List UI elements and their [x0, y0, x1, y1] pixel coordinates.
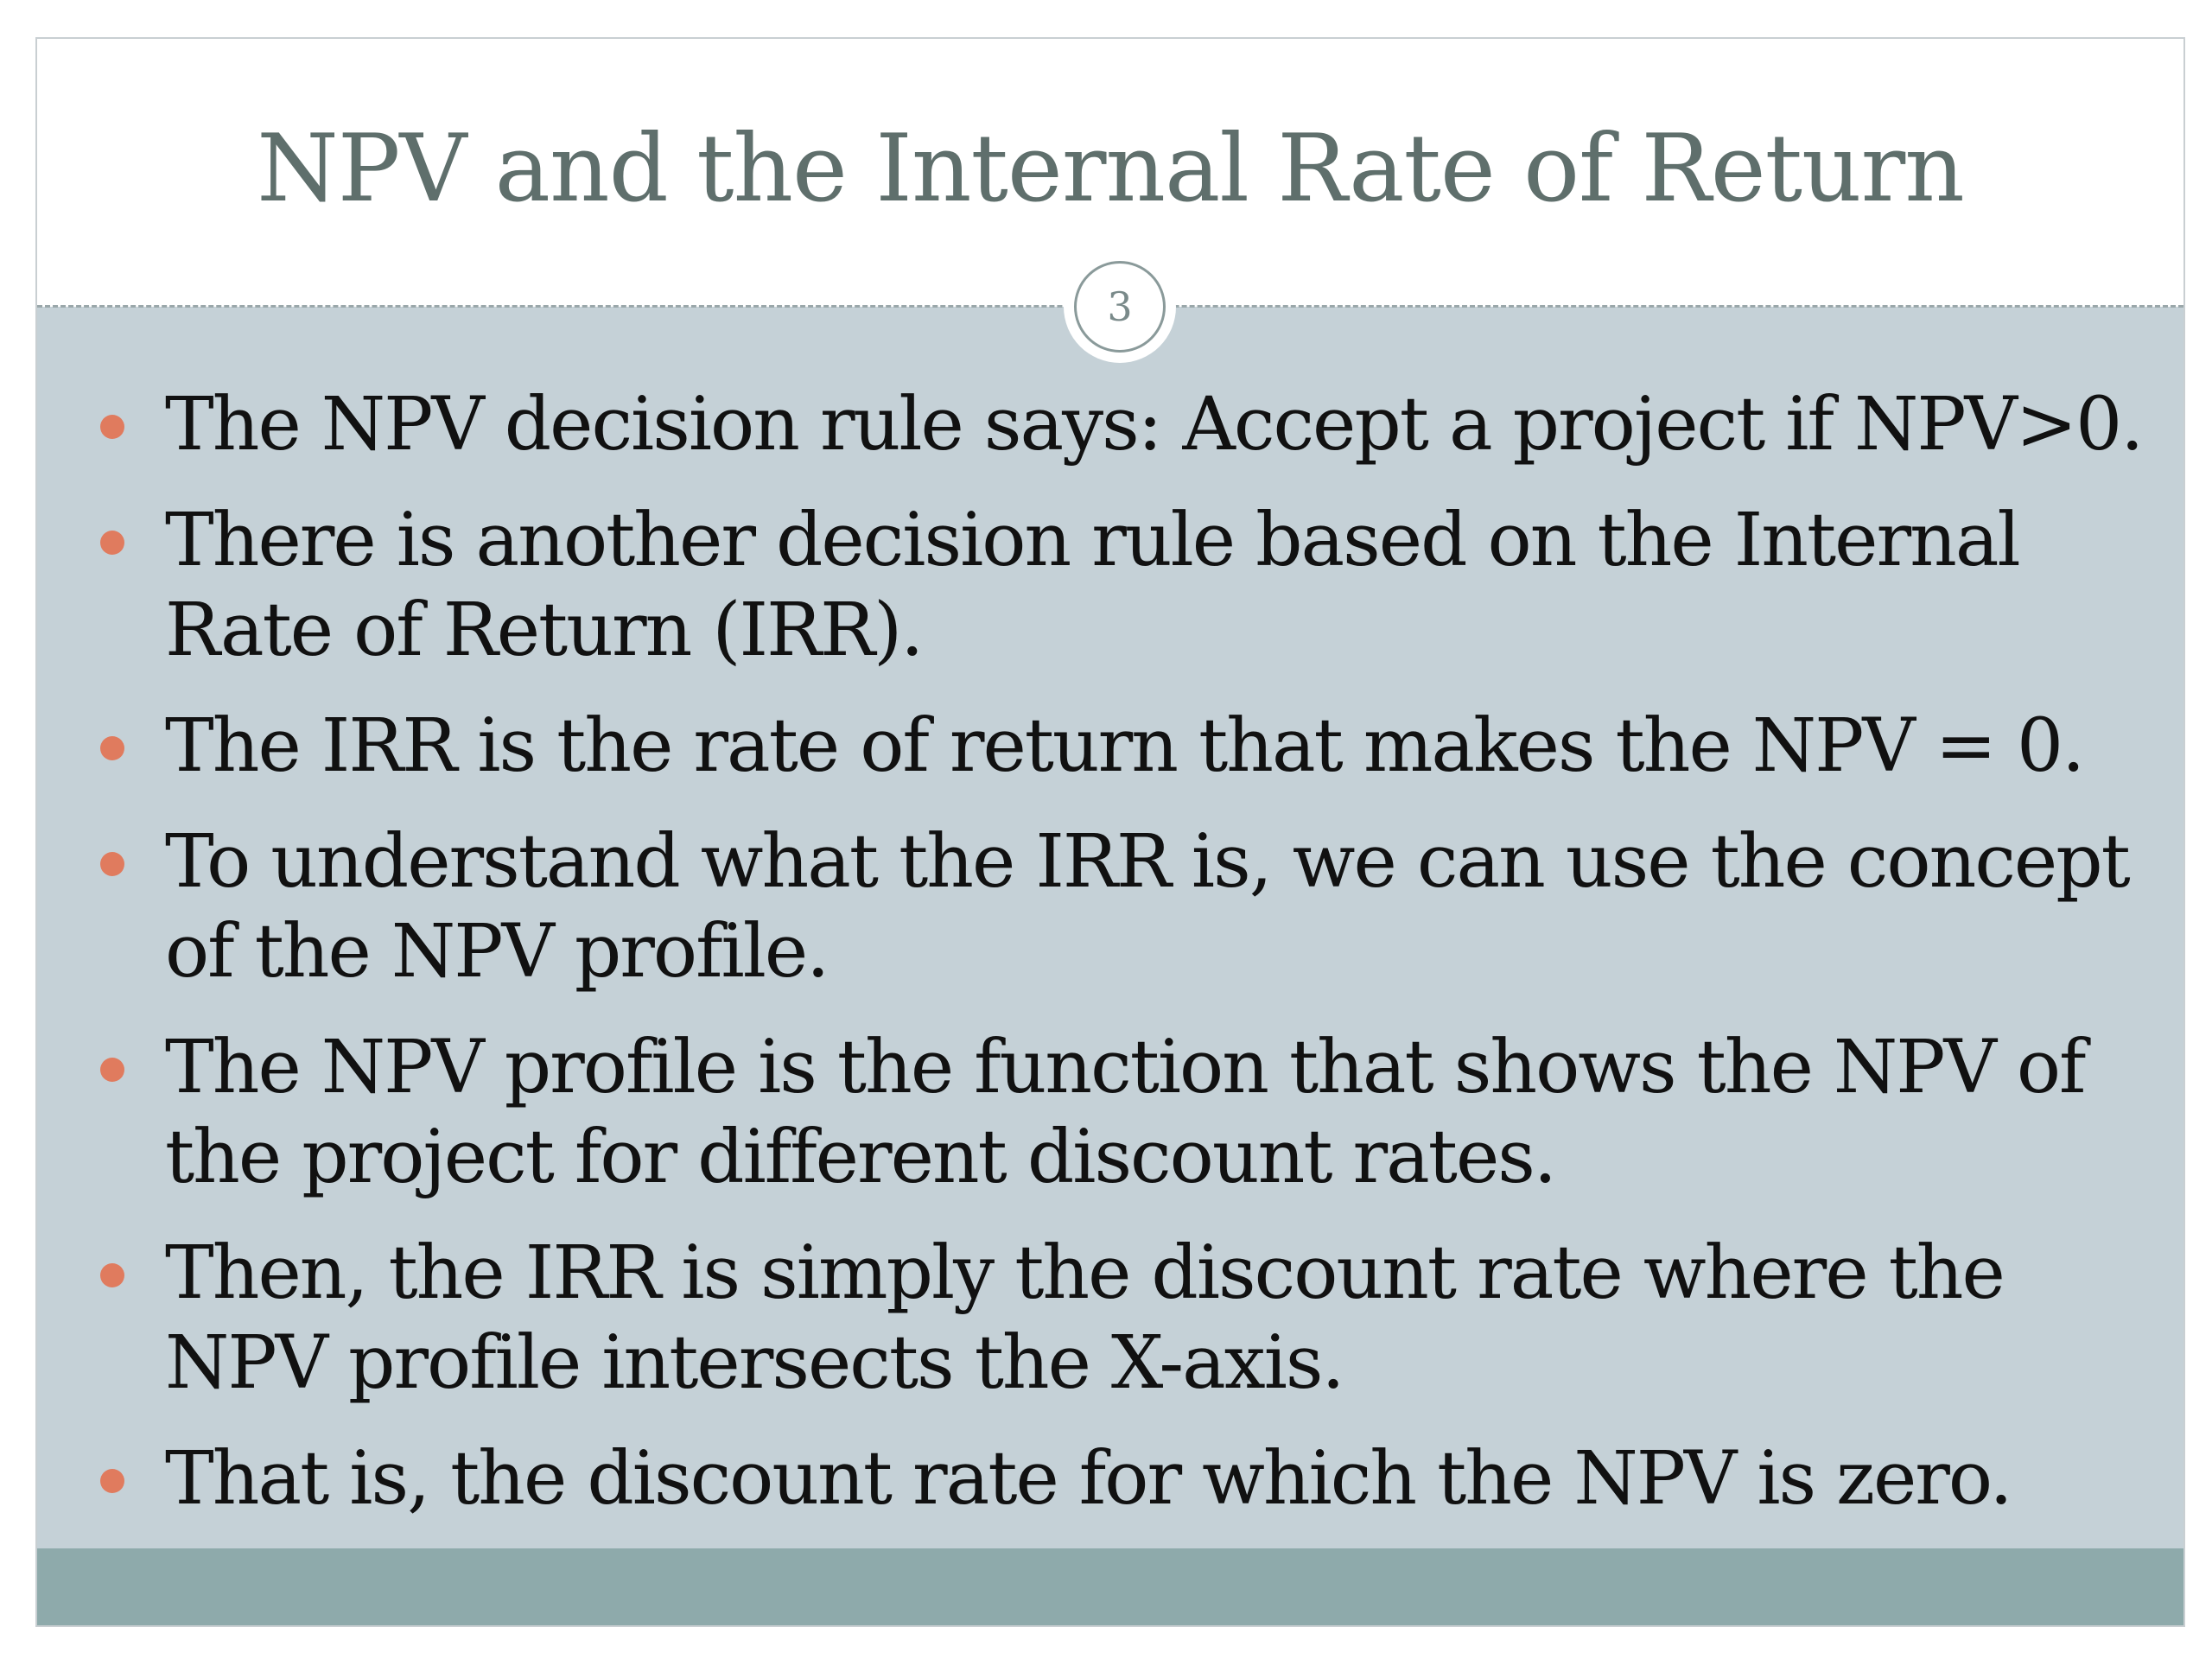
- slide-title: NPV and the Internal Rate of Return: [257, 115, 1964, 223]
- bullet-dot-icon: [100, 1058, 124, 1082]
- slide-number-badge: [1064, 251, 1176, 363]
- bullet-text: The NPV profile is the function that shows the NPV of the project for different discount rates.: [165, 1025, 2085, 1200]
- bullet-dot-icon: [100, 736, 124, 760]
- bullet-dot-icon: [100, 1263, 124, 1287]
- bullet-item: [37, 380, 2183, 470]
- bullet-item: [37, 1434, 2183, 1524]
- bullet-text: Then, the IRR is simply the discount rate where the NPV profile intersects the X-axis.: [165, 1230, 2004, 1406]
- bullet-text: The IRR is the rate of return that makes the NPV = 0.: [165, 703, 2084, 789]
- bullet-list: [37, 380, 2183, 1550]
- bullet-item: [37, 496, 2183, 676]
- bullet-dot-icon: [100, 1469, 124, 1493]
- bullet-text: There is another decision rule based on the Internal Rate of Return (IRR).: [165, 498, 2019, 673]
- slide: [35, 37, 2185, 1627]
- bullet-dot-icon: [100, 852, 124, 876]
- footer-bar: [37, 1548, 2183, 1625]
- bullet-item: [37, 1229, 2183, 1408]
- bullet-item: [37, 817, 2183, 997]
- bullet-item: [37, 1023, 2183, 1203]
- bullet-text: That is, the discount rate for which the NPV is zero.: [165, 1436, 2012, 1522]
- bullet-dot-icon: [100, 531, 124, 555]
- bullet-dot-icon: [100, 415, 124, 439]
- bullet-text: To understand what the IRR is, we can use the concept of the NPV profile.: [165, 819, 2129, 995]
- bullet-item: [37, 702, 2183, 791]
- slide-number: 3: [1074, 261, 1166, 353]
- bullet-text: The NPV decision rule says: Accept a project if NPV>0.: [165, 382, 2143, 467]
